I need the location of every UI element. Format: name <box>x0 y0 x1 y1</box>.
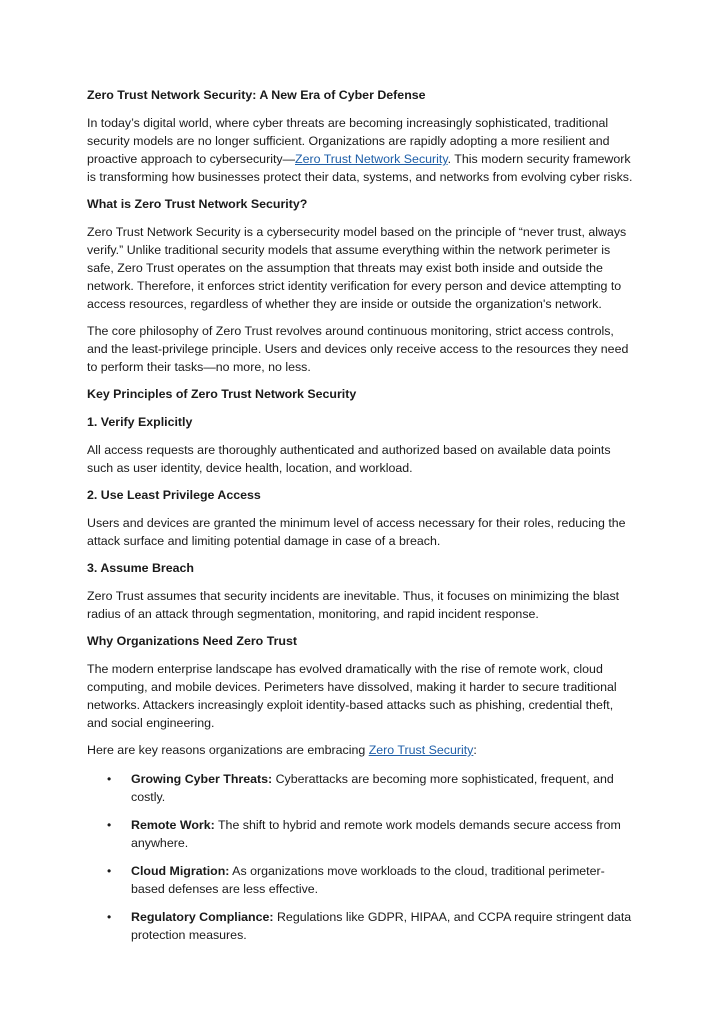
principle-heading-verify: 1. Verify Explicitly <box>87 415 193 429</box>
zero-trust-network-security-link[interactable]: Zero Trust Network Security <box>295 152 448 166</box>
why-paragraph: The modern enterprise landscape has evolved dramatically with the rise of remote work, cloud computing, and mobile devices. Perimeters have dissolved, making it harder to secure traditional networks. Attackers increasingly exploit identity-based attacks such as phishing, credential theft, and social engineering. <box>87 662 617 730</box>
intro-text: In today’s digital world, where cyber threats are becoming increasingly sophisticated, traditional security models are no longer sufficient. Organizations are rapidly adopting a more resilient and proactive approach to cybersecurity— <box>87 116 610 166</box>
what-is-paragraph-1: Zero Trust Network Security is a cybersecurity model based on the principle of “never trust, always verify.” Unlike traditional security models that assume everything within the network perimeter is safe, Zero Trust operates on the assumption that threats may exist both inside and outside the network. Therefore, it enforces strict identity verification for every person and device attempting to access resources, regardless of whether they are inside or outside the organization's network. <box>87 225 627 311</box>
reasons-intro-colon: : <box>473 743 477 757</box>
list-item <box>87 908 634 944</box>
principle-text-assume-breach: Zero Trust assumes that security incidents are inevitable. Thus, it focuses on minimizing the blast radius of an attack through segmentation, monitoring, and rapid incident response. <box>87 589 620 621</box>
intro-text-end: . This modern security framework is transforming how businesses protect their data, systems, and networks from evolving cyber risks. <box>87 152 633 184</box>
list-item-label: Regulatory Compliance: <box>131 910 274 924</box>
reasons-intro-text: Here are key reasons organizations are embracing <box>87 743 369 757</box>
list-item-text: The shift to hybrid and remote work models demands secure access from anywhere. <box>131 818 621 850</box>
section-heading-principles: Key Principles of Zero Trust Network Security <box>87 387 357 401</box>
list-item <box>87 770 634 806</box>
intro-paragraph <box>87 114 634 186</box>
list-item-text: As organizations move workloads to the cloud, traditional perimeter-based defenses are less effective. <box>131 864 605 896</box>
bullet-icon: • <box>107 864 112 878</box>
bullet-icon: • <box>107 772 112 786</box>
bullet-icon: • <box>107 910 112 924</box>
principle-heading-least-privilege: 2. Use Least Privilege Access <box>87 488 261 502</box>
document-title: Zero Trust Network Security: A New Era of Cyber Defense <box>87 88 426 102</box>
list-item-label: Cloud Migration: <box>131 864 230 878</box>
bullet-icon: • <box>107 818 112 832</box>
list-item-text: Cyberattacks are becoming more sophisticated, frequent, and costly. <box>131 772 614 804</box>
principle-heading-assume-breach: 3. Assume Breach <box>87 561 194 575</box>
principle-text-verify: All access requests are thoroughly authenticated and authorized based on available data points such as user identity, device health, location, and workload. <box>87 443 611 475</box>
reasons-list <box>87 770 634 944</box>
zero-trust-security-link[interactable]: Zero Trust Security <box>368 743 474 757</box>
principle-text-least-privilege: Users and devices are granted the minimum level of access necessary for their roles, reducing the attack surface and limiting potential damage in case of a breach. <box>87 516 626 548</box>
what-is-paragraph-2: The core philosophy of Zero Trust revolves around continuous monitoring, strict access controls, and the least-privilege principle. Users and devices only receive access to the resources they need to perform their tasks—no more, no less. <box>87 324 629 374</box>
section-heading-what-is: What is Zero Trust Network Security? <box>87 197 308 211</box>
list-item <box>87 862 634 898</box>
list-item-label: Remote Work: <box>131 818 215 832</box>
section-heading-why: Why Organizations Need Zero Trust <box>87 634 297 648</box>
list-item-text: Regulations like GDPR, HIPAA, and CCPA require stringent data protection measures. <box>131 910 632 942</box>
reasons-intro <box>87 741 634 759</box>
list-item-label: Growing Cyber Threats: <box>131 772 273 786</box>
list-item <box>87 816 634 852</box>
